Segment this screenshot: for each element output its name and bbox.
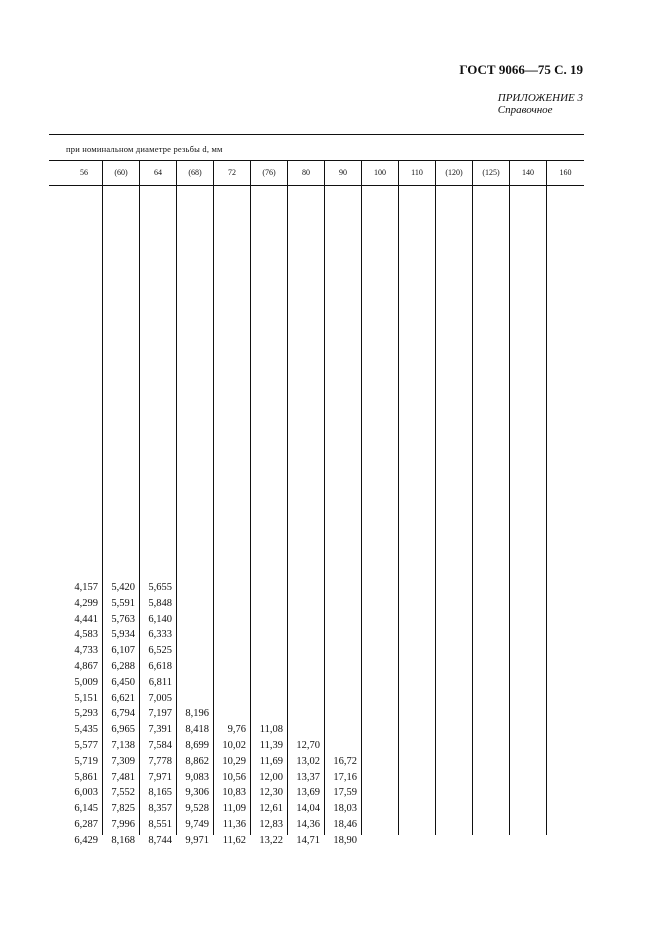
- table-cell: 6,288: [111, 661, 135, 672]
- table-cell: 5,848: [148, 597, 172, 609]
- table-cell: 8,168: [111, 834, 135, 846]
- table-cell: 17,59: [333, 787, 357, 799]
- table-cell: 7,138: [111, 740, 135, 751]
- table-cell: 10,83: [222, 787, 246, 799]
- table-cell: 8,862: [185, 755, 209, 767]
- table-cell: 5,420: [111, 582, 135, 593]
- table-cell: 12,70: [296, 740, 320, 751]
- table-cell: 5,719: [74, 755, 98, 767]
- table-cell: 11,62: [222, 834, 246, 846]
- table-cell: 7,552: [111, 787, 135, 799]
- page-title: ГОСТ 9066—75 С. 19: [459, 62, 583, 77]
- table-cell: 6,287: [74, 819, 98, 830]
- table-cell: 12,30: [259, 787, 283, 799]
- table-cell: 7,996: [111, 819, 135, 830]
- data-table: [66, 161, 584, 846]
- column-header: (60): [114, 168, 128, 177]
- table-cell: 6,450: [111, 676, 135, 688]
- table-cell: 6,811: [148, 676, 172, 688]
- table-cell: 6,145: [74, 803, 98, 815]
- column-header: 80: [302, 168, 310, 177]
- table-cell: 7,778: [148, 755, 172, 767]
- table-cell: 6,107: [111, 645, 135, 657]
- table-cell: 13,02: [296, 755, 320, 767]
- table-cell: 14,71: [296, 834, 320, 846]
- table-cell: 7,481: [111, 771, 135, 783]
- table-cell: 9,528: [185, 803, 209, 815]
- table-cell: 11,69: [259, 755, 283, 767]
- table-cell: 16,72: [333, 755, 357, 767]
- table-cell: 5,009: [74, 676, 98, 688]
- table-cell: 11,36: [222, 819, 246, 830]
- table-cell: 8,196: [185, 708, 209, 720]
- table-column: [177, 161, 214, 846]
- table-cell: 4,867: [74, 661, 98, 672]
- column-header: 110: [411, 168, 423, 177]
- table-cell: 18,03: [333, 803, 357, 815]
- table-column: [325, 161, 362, 846]
- table-cell: 13,69: [296, 787, 320, 799]
- header-bottom-rule: [49, 185, 584, 186]
- table-cell: 13,37: [296, 771, 320, 783]
- appendix-label: [498, 92, 583, 116]
- table-cell: 6,621: [111, 692, 135, 704]
- table-cell: 8,551: [148, 819, 172, 830]
- table-column: [547, 161, 584, 835]
- column-header: 160: [559, 168, 572, 177]
- column-header: (120): [445, 168, 463, 177]
- column-header: 72: [228, 168, 236, 177]
- table-caption: при номинальном диаметре резьбы d, мм: [66, 144, 223, 154]
- table-column: [214, 161, 251, 846]
- table-cell: 7,584: [148, 740, 172, 751]
- table-cell: 4,157: [74, 582, 98, 593]
- table-cell: 5,293: [74, 708, 98, 720]
- table-cell: 6,429: [74, 834, 98, 846]
- table-cell: 11,08: [259, 724, 283, 736]
- table-cell: 6,525: [148, 645, 172, 657]
- table-cell: 5,435: [74, 724, 98, 736]
- column-header: 56: [80, 168, 88, 177]
- table-cell: 13,22: [259, 834, 283, 846]
- table-column: [288, 161, 325, 846]
- appendix-title: ПРИЛОЖЕНИЕ 3: [497, 92, 583, 104]
- table-cell: 4,733: [74, 645, 98, 657]
- table-column: [66, 161, 103, 846]
- table-cell: 8,744: [148, 834, 172, 846]
- table-cell: 11,09: [222, 803, 246, 815]
- table-cell: 4,441: [74, 613, 98, 625]
- table-cell: 5,861: [74, 771, 98, 783]
- table-cell: 5,655: [148, 582, 172, 593]
- appendix-note: Справочное: [497, 104, 553, 116]
- table-cell: 8,357: [148, 803, 172, 815]
- table-column: [103, 161, 140, 846]
- table-cell: 7,005: [148, 692, 172, 704]
- table-cell: 5,151: [74, 692, 98, 704]
- top-rule: [49, 134, 584, 135]
- column-header: 140: [522, 168, 534, 177]
- table-cell: 14,36: [296, 819, 320, 830]
- column-header: (76): [262, 168, 276, 177]
- table-cell: 9,76: [227, 724, 246, 736]
- table-cell: 5,577: [74, 740, 98, 751]
- table-cell: 8,418: [185, 724, 209, 736]
- table-cell: 12,61: [259, 803, 283, 815]
- table-column: [473, 161, 510, 835]
- table-cell: 6,965: [111, 724, 135, 736]
- table-cell: 9,971: [185, 834, 209, 846]
- table-cell: 4,299: [74, 597, 98, 609]
- table-cell: 12,83: [259, 819, 283, 830]
- table-cell: 18,46: [333, 819, 357, 830]
- table-cell: 6,618: [148, 661, 172, 672]
- column-header: (125): [482, 168, 500, 177]
- table-cell: 12,00: [259, 771, 283, 783]
- table-cell: 7,309: [111, 755, 135, 767]
- table-cell: 17,16: [333, 771, 357, 783]
- column-header: (68): [188, 168, 202, 177]
- table-column: [362, 161, 399, 835]
- table-cell: 14,04: [296, 803, 320, 815]
- table-cell: 9,749: [185, 819, 209, 830]
- table-cell: 5,934: [111, 629, 135, 641]
- column-header: 100: [374, 168, 386, 177]
- table-cell: 7,391: [148, 724, 172, 736]
- table-cell: 6,333: [148, 629, 172, 641]
- table-cell: 11,39: [259, 740, 283, 751]
- table-cell: 9,306: [185, 787, 209, 799]
- table-cell: 7,971: [148, 771, 172, 783]
- table-column: [251, 161, 288, 846]
- table-column: [436, 161, 473, 835]
- table-cell: 7,825: [111, 803, 135, 815]
- column-header: 64: [154, 168, 162, 177]
- table-cell: 10,29: [222, 755, 246, 767]
- table-cell: 10,56: [222, 771, 246, 783]
- table-cell: 4,583: [74, 629, 98, 641]
- table-column: [399, 161, 436, 835]
- table-cell: 8,699: [185, 740, 209, 751]
- table-cell: 6,003: [74, 787, 98, 799]
- table-cell: 18,90: [333, 834, 357, 846]
- table-cell: 5,591: [111, 597, 135, 609]
- table-column: [140, 161, 177, 846]
- table-cell: 6,794: [111, 708, 135, 720]
- table-cell: 9,083: [185, 771, 209, 783]
- table-cell: 7,197: [148, 708, 172, 720]
- table-cell: 10,02: [222, 740, 246, 751]
- table-cell: 8,165: [148, 787, 172, 799]
- table-cell: 5,763: [111, 613, 135, 625]
- table-column: [510, 161, 547, 835]
- column-header: 90: [339, 168, 347, 177]
- table-cell: 6,140: [148, 613, 172, 625]
